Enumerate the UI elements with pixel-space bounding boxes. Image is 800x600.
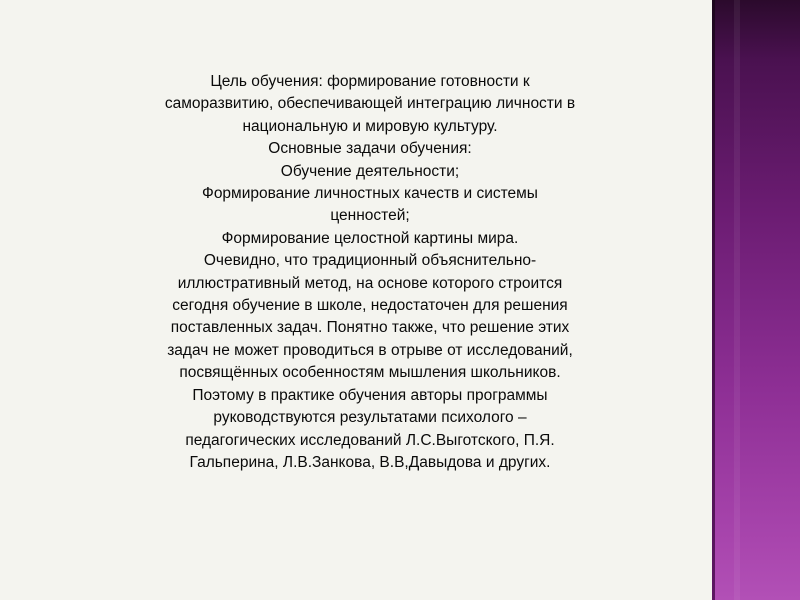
text-line: Формирование личностных качеств и системы bbox=[202, 185, 538, 203]
text-line: Гальперина, Л.В.Занкова, В.В,Давыдова и других. bbox=[189, 453, 551, 471]
side-panel-edge bbox=[712, 0, 715, 600]
text-line: ценностей; bbox=[330, 207, 410, 225]
text-line: задач не может проводиться в отрыве от исследований, bbox=[167, 341, 573, 359]
text-line: саморазвитию, обеспечивающей интеграцию личности в bbox=[164, 95, 576, 113]
text-line: посвящённых особенностям мышления школьников. bbox=[179, 364, 561, 382]
text-line: Обучение деятельности; bbox=[280, 162, 460, 180]
slide-body-text bbox=[62, 71, 678, 474]
text-line: Очевидно, что традиционный объяснительно- bbox=[203, 252, 537, 270]
text-line: национальную и мировую культуру. bbox=[242, 117, 498, 135]
text-line: Цель обучения: формирование готовности к bbox=[210, 73, 530, 90]
text-line: поставленных задач. Понятно также, что решение этих bbox=[170, 319, 570, 337]
side-panel-stripe bbox=[734, 0, 740, 600]
text-line: руководствуются результатами психолого – bbox=[213, 409, 527, 427]
text-line: педагогических исследований Л.С.Выготского, П.Я. bbox=[185, 431, 555, 449]
text-line: Основные задачи обучения: bbox=[268, 140, 472, 158]
decorative-side-panel bbox=[712, 0, 800, 600]
text-line: сегодня обучение в школе, недостаточен для решения bbox=[172, 297, 568, 315]
text-line: Формирование целостной картины мира. bbox=[221, 229, 519, 247]
text-line: иллюстративный метод, на основе которого строится bbox=[177, 274, 563, 292]
text-line: Поэтому в практике обучения авторы программы bbox=[192, 386, 548, 404]
